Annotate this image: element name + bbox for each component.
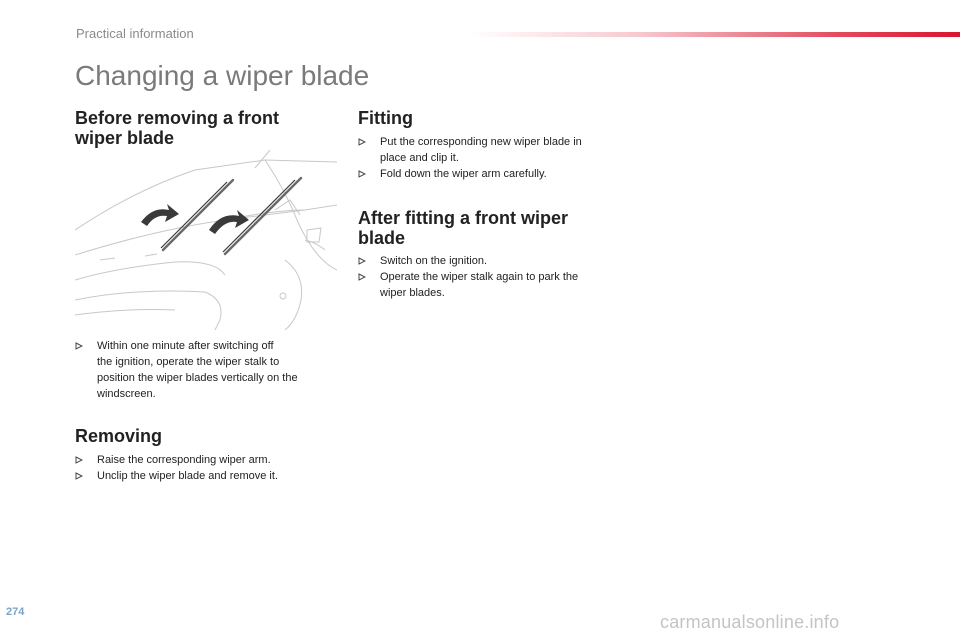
removing-heading: Removing bbox=[75, 426, 163, 446]
bullet-text-line: Within one minute after switching off bbox=[97, 340, 274, 352]
arrow-bullet-icon bbox=[75, 472, 83, 480]
arrow-bullet-icon bbox=[358, 170, 366, 178]
list-item bbox=[358, 269, 628, 301]
header-accent-rule bbox=[468, 32, 960, 37]
bullet-text-line: position the wiper blades vertically on the bbox=[97, 372, 298, 384]
arrow-bullet-icon bbox=[75, 456, 83, 464]
bullet-text: Unclip the wiper blade and remove it. bbox=[97, 470, 278, 482]
arrow-bullet-icon bbox=[358, 138, 366, 146]
removing-list bbox=[75, 452, 337, 484]
after-fitting-heading-line1: After fitting a front wiper bbox=[358, 208, 568, 228]
bullet-text: Raise the corresponding wiper arm. bbox=[97, 454, 271, 466]
after-fitting-list bbox=[358, 253, 628, 301]
bullet-text-line: Fold down the wiper arm carefully. bbox=[380, 168, 547, 180]
fitting-list bbox=[358, 134, 628, 182]
list-item bbox=[75, 468, 337, 484]
section-label: Practical information bbox=[76, 26, 194, 41]
before-removing-heading-line2: wiper blade bbox=[75, 128, 175, 148]
bullet-text-line: Operate the wiper stalk again to park the bbox=[380, 271, 579, 283]
bullet-text-line: Put the corresponding new wiper blade in bbox=[380, 136, 582, 148]
watermark: carmanualsonline.info bbox=[660, 612, 840, 632]
bullet-text-line: place and clip it. bbox=[380, 152, 459, 164]
before-removing-heading-line1: Before removing a front bbox=[75, 108, 280, 128]
list-item bbox=[358, 166, 628, 182]
fitting-heading: Fitting bbox=[358, 108, 413, 128]
list-item bbox=[75, 338, 337, 402]
bullet-text-line: the ignition, operate the wiper stalk to bbox=[97, 356, 280, 368]
before-removing-heading bbox=[75, 108, 279, 148]
bullet-text-line: wiper blades. bbox=[380, 287, 445, 299]
bullet-text-line: windscreen. bbox=[97, 388, 156, 400]
arrow-bullet-icon bbox=[75, 342, 83, 350]
before-removing-list bbox=[75, 338, 337, 402]
arrow-bullet-icon bbox=[358, 273, 366, 281]
page-number: 274 bbox=[6, 606, 25, 618]
bullet-text-line: Switch on the ignition. bbox=[380, 255, 488, 267]
list-item bbox=[358, 253, 628, 269]
after-fitting-heading-line2: blade bbox=[358, 228, 406, 248]
windscreen-wiper-illustration bbox=[75, 150, 337, 330]
list-item bbox=[75, 452, 337, 468]
list-item bbox=[358, 134, 628, 166]
page-title: Changing a wiper blade bbox=[75, 60, 370, 91]
after-fitting-heading bbox=[358, 208, 568, 248]
arrow-bullet-icon bbox=[358, 257, 366, 265]
